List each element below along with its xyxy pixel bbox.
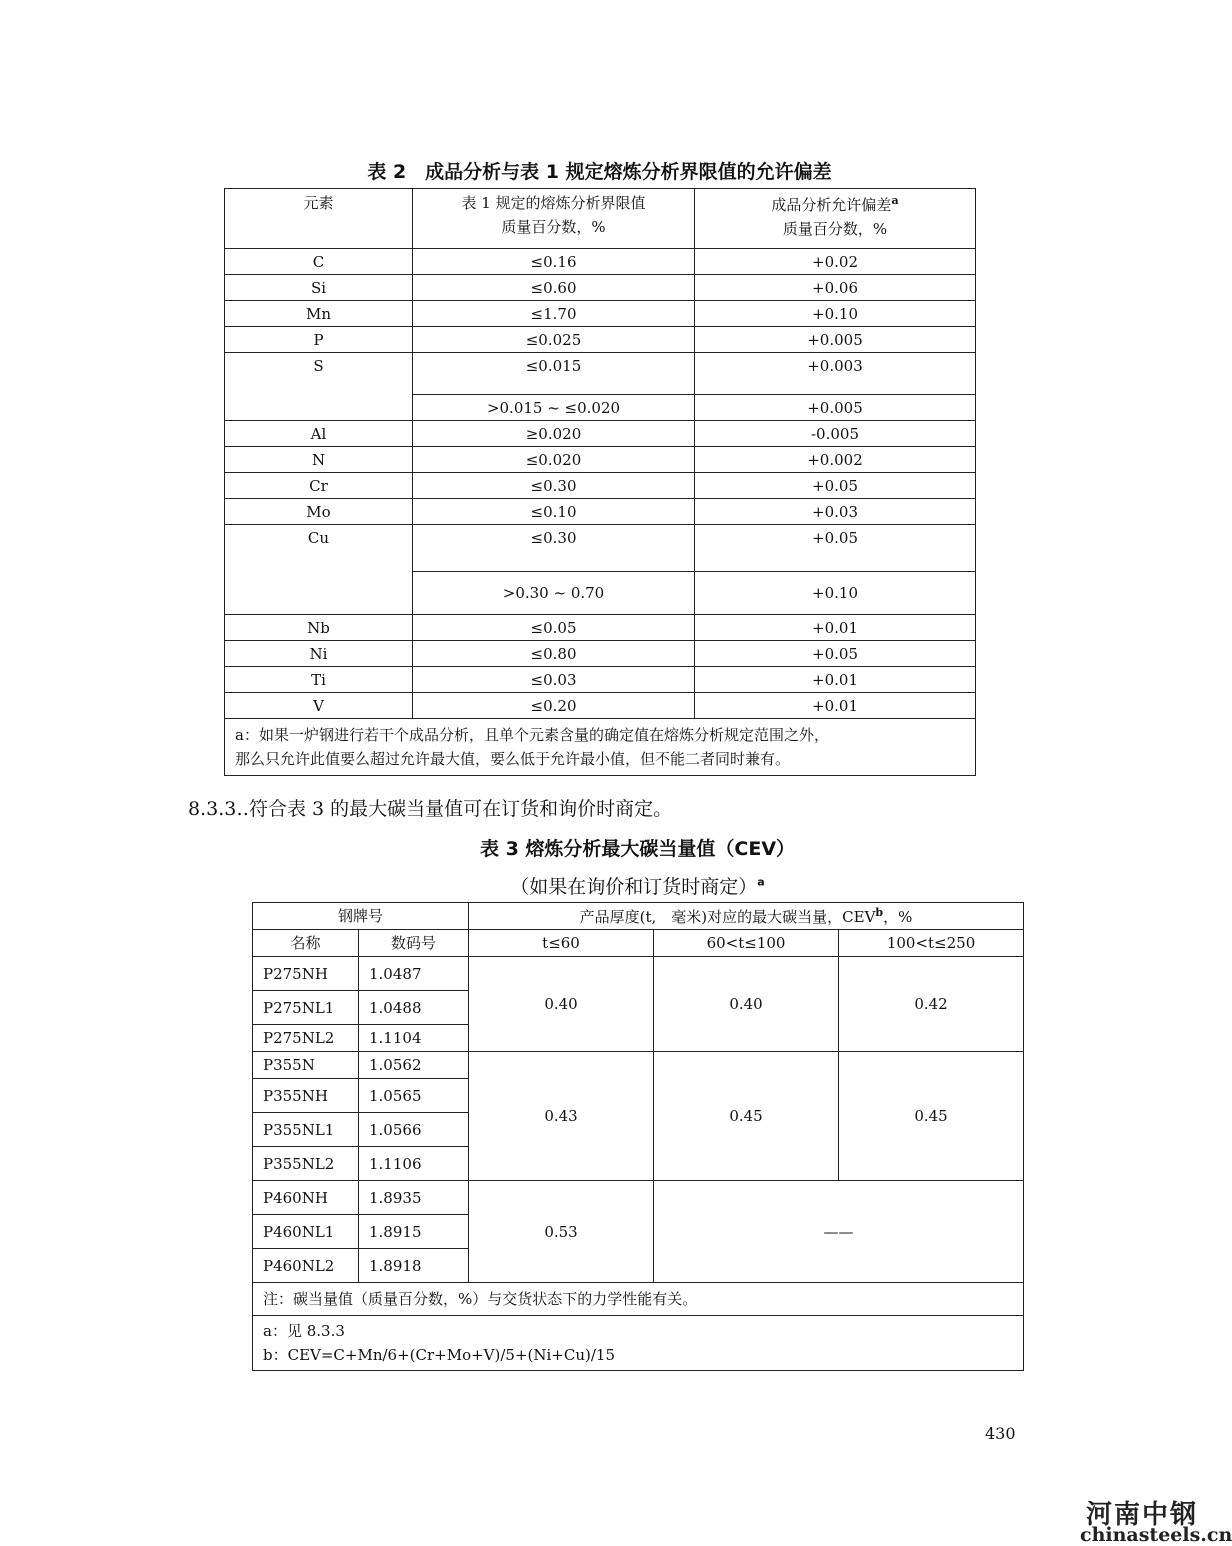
table-row: Cr ≤0.30 +0.05 [225, 473, 976, 499]
table2-footnote: a：如果一炉钢进行若干个成品分析，且单个元素含量的确定值在熔炼分析规定范围之外， 那么只允许此值要么超过允许最大值，要么低于允许最小值，但不能二者同时兼有。 [225, 719, 976, 776]
table3 [252, 902, 1024, 1371]
table2-header-element: 元素 [225, 189, 413, 249]
table2-header-deviation: 成品分析允许偏差$^a$ 质量百分数，% [695, 189, 976, 249]
table-row: Mo ≤0.10 +0.03 [225, 499, 976, 525]
table-row: Al ≥0.020 -0.005 [225, 421, 976, 447]
table3-header-grade: 钢牌号 [253, 903, 469, 930]
table-row: C ≤0.16 +0.02 [225, 249, 976, 275]
table-row: Cu ≤0.30 +0.05 [225, 525, 976, 572]
table-row: P275NH 1.0487 0.40 0.40 0.42 [253, 957, 1024, 991]
table2-footnote-row [225, 719, 976, 776]
table-row: Ti ≤0.03 +0.01 [225, 667, 976, 693]
table3-caption: 表 3 熔炼分析最大碳当量值（CEV） [479, 838, 796, 860]
table-row: P460NL2 1.8918 [253, 1249, 1024, 1283]
table-row: P355NL1 1.0566 [253, 1113, 1024, 1147]
table3-header-row-2: 名称 数码号 t≤60 60<t≤100 100<t≤250 [253, 930, 1024, 957]
table-row: N ≤0.020 +0.002 [225, 447, 976, 473]
table-row: Nb ≤0.05 +0.01 [225, 615, 976, 641]
table3-header-row-1 [253, 903, 1024, 930]
table-row: P275NL2 1.1104 [253, 1025, 1024, 1052]
table3-footnotes: a：见 8.3.3 b：CEV=C+Mn/6+(Cr+Mo+V)/5+(Ni+Cu)/15 [253, 1316, 1024, 1371]
table2-header-row [225, 189, 976, 249]
table2 [224, 188, 976, 776]
table-row: P460NH 1.8935 0.53 —— [253, 1181, 1024, 1215]
table2-header-limit: 表 1 规定的熔炼分析界限值 质量百分数，% [413, 189, 695, 249]
table-row: Si ≤0.60 +0.06 [225, 275, 976, 301]
table3-footnote-row [253, 1316, 1024, 1371]
table-row: V ≤0.20 +0.01 [225, 693, 976, 719]
clause-8-3-3: 8.3.3‥符合表 3 的最大碳当量值可在订货和询价时商定。 [188, 798, 673, 820]
table-row: P355N 1.0562 0.43 0.45 0.45 [253, 1052, 1024, 1079]
table-row: Ni ≤0.80 +0.05 [225, 641, 976, 667]
watermark-brand: 河南中钢 [1086, 1500, 1199, 1530]
table-row: P ≤0.025 +0.005 [225, 327, 976, 353]
table-row: P355NH 1.0565 [253, 1079, 1024, 1113]
table2-caption: 表 2 成品分析与表 1 规定熔炼分析界限值的允许偏差 [367, 161, 832, 183]
table-row: P355NL2 1.1106 [253, 1147, 1024, 1181]
table-row: S ≤0.015 +0.003 [225, 353, 976, 395]
table3-header-cev: 产品厚度(t, 毫米)对应的最大碳当量，CEV$^b$，% [469, 903, 1024, 930]
watermark-site: chinasteels.cn [1080, 1524, 1232, 1546]
table3-note: 注：碳当量值（质量百分数，%）与交货状态下的力学性能有关。 [253, 1283, 1024, 1316]
table-row: >0.30 ~ 0.70 +0.10 [225, 572, 976, 615]
table-row: P275NL1 1.0488 [253, 991, 1024, 1025]
table-row: >0.015 ~ ≤0.020 +0.005 [225, 395, 976, 421]
table-row: Mn ≤1.70 +0.10 [225, 301, 976, 327]
table3-subcaption: （如果在询价和订货时商定）$^a$ [510, 875, 765, 898]
page-number: 430 [985, 1424, 1016, 1443]
table3-note-row [253, 1283, 1024, 1316]
table-row: P460NL1 1.8915 [253, 1215, 1024, 1249]
